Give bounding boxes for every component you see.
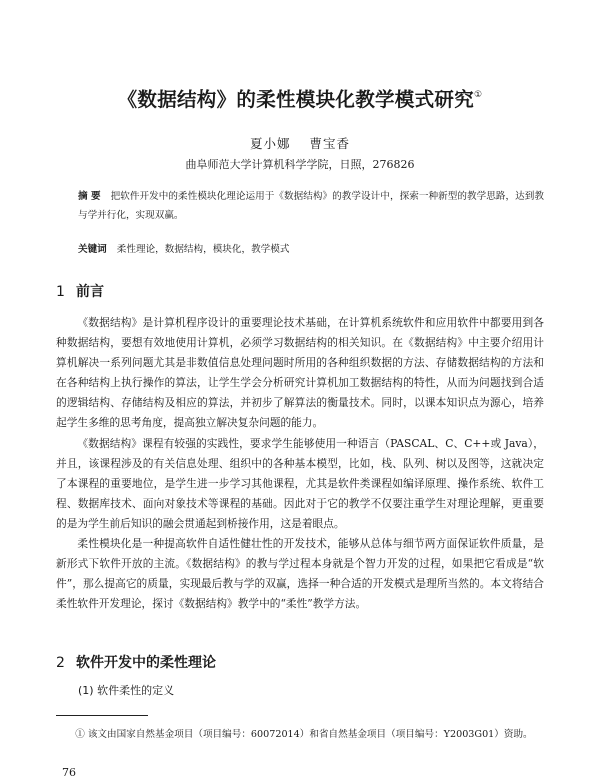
title-footnote-marker: ① [474, 90, 483, 100]
abstract [78, 187, 544, 225]
footnote: ① 该文由国家自然基金项目（项目编号：60072014）和省自然基金项目（项目编号：Y2003G01）资助。 [75, 729, 533, 740]
title-text: 《数据结构》的柔性模块化教学模式研究 [117, 88, 475, 111]
affiliation: 曲阜师范大学计算机科学学院，日照，276826 [185, 158, 415, 171]
page-number: 76 [62, 766, 76, 779]
section-title: 前言 [76, 284, 104, 300]
keywords-label: 关键词 [78, 244, 107, 255]
keywords-text: 柔性理论，数据结构，模块化，教学模式 [116, 244, 290, 255]
paragraph: 《数据结构》是计算机程序设计的重要理论技术基础，在计算机系统软件和应用软件中都要用到各种数据结构，要想有效地使用计算机，必须学习数据结构的相关知识。在《数据结构》中主要介绍用计算机解决一系列问题尤其是非数值信息处理问题时所用的各种组织数据的方法、存储数据结构的方法和在各种结构上执行操作的算法，让学生学会分析研究计算机加工数据结构的特性，从而为问题找到合适的逻辑结构、存储结构及相应的算法，并初步了解算法的衡量技术。同时，以课本知识点为源心，培养起学生多维的思考角度，提高独立解决复杂问题的能力。 [56, 316, 544, 430]
abstract-label: 摘 要 [78, 191, 101, 202]
section-number: 2 [56, 655, 65, 671]
keywords [78, 242, 544, 258]
section-title: 软件开发中的柔性理论 [76, 655, 216, 671]
authors: 夏小娜 曹宝香 [250, 136, 350, 151]
paragraph: 柔性模块化是一种提高软件自适性健壮性的开发技术，能够从总体与细节两方面保证软件质量，是新形式下软件开放的主流。《数据结构》的教与学过程本身就是个智力开发的过程，如果把它看成是“软件”，那么提高它的质量，实现最后教与学的双赢，选择一种合适的开发模式是理所当然的。本文将结合柔性软件开发理论，探讨《数据结构》教学中的“柔性”教学方法。 [56, 537, 544, 611]
footnote-divider [56, 715, 148, 716]
section-heading-1 [56, 281, 104, 301]
abstract-text: 把软件开发中的柔性模块化理论运用于《数据结构》的教学设计中，探索一种新型的教学思路，达到教与学并行化，实现双赢。 [78, 191, 544, 221]
subsection-heading: (1) 软件柔性的定义 [78, 684, 175, 697]
section-1-body [56, 313, 544, 614]
section-heading-2 [56, 652, 216, 672]
paper-title [0, 84, 600, 112]
paragraph: 《数据结构》课程有较强的实践性，要求学生能够使用一种语言（PASCAL、C、C++或 Java），并且，该课程涉及的有关信息处理、组织中的各种基本模型，比如，栈、队列、树以及图等，这就决定了本课程的重要地位，是学生进一步学习其他课程，尤其是软件类课程如编译原理、操作系统、软件工程、数据库技术、面向对象技术等课程的基础。因此对于它的教学不仅要注重学生对理论理解，更重要的是为学生前后知识的融会贯通起到桥接作用，这是着眼点。 [56, 436, 544, 530]
section-number: 1 [56, 284, 65, 300]
